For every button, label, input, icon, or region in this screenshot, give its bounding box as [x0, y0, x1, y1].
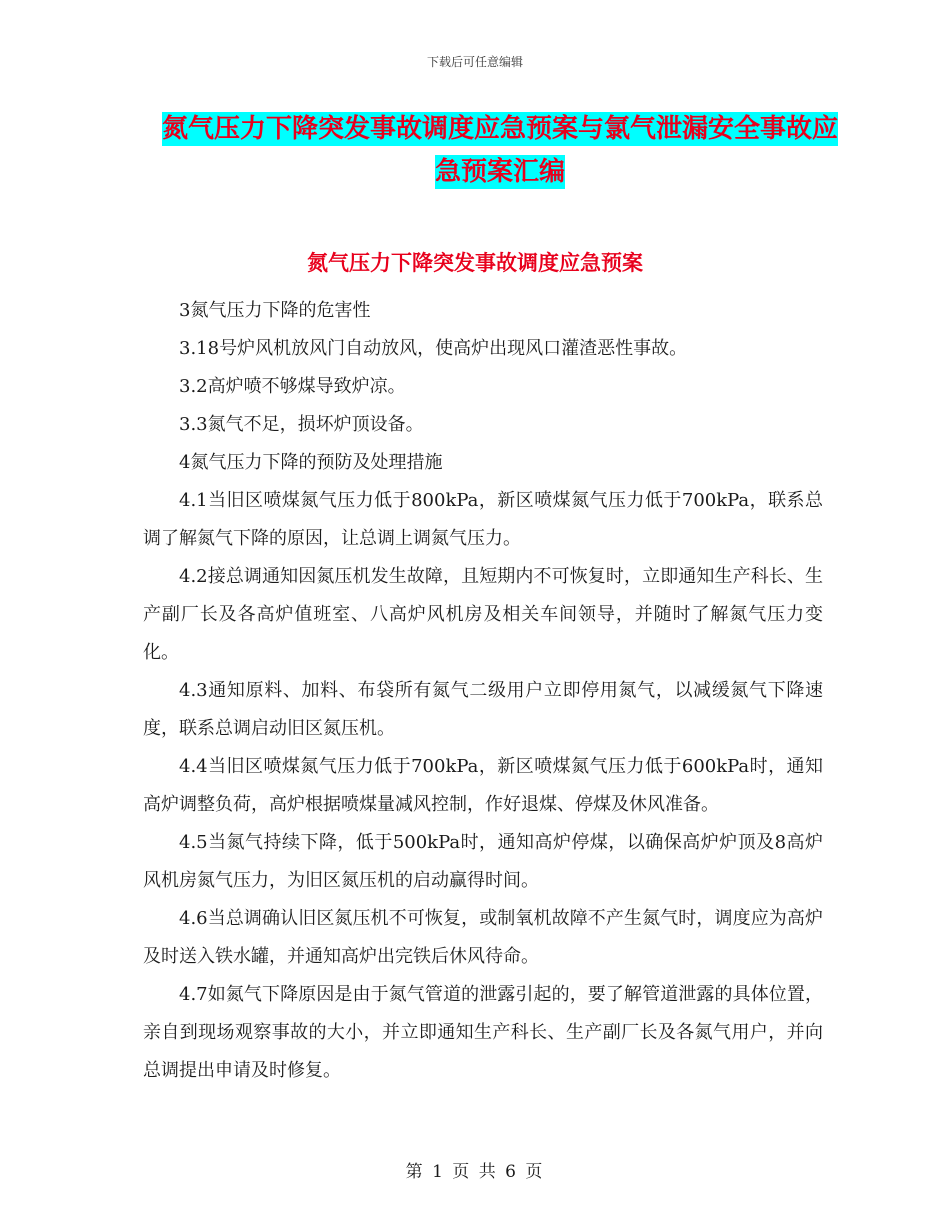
header-note: 下载后可任意编辑 [426, 55, 523, 69]
paragraph: 4.7如氮气下降原因是由于氮气管道的泄露引起的，要了解管道泄露的具体位置，亲自到现场观察事故的大小，并立即通知生产科长、生产副厂长及各氮气用户，并向总调提出申请及时修复。 [143, 984, 823, 1081]
paragraph: 4.1当旧区喷煤氮气压力低于800kPa，新区喷煤氮气压力低于700kPa，联系总调了解氮气下降的原因，让总调上调氮气压力。 [143, 490, 823, 549]
paragraph: 4.5当氮气持续下降，低于500kPa时，通知高炉停煤，以确保高炉炉顶及8高炉风机房氮气压力，为旧区氮压机的启动赢得时间。 [143, 832, 823, 891]
section-title: 氮气压力下降突发事故调度应急预案 [307, 251, 643, 275]
paragraph: 3.18号炉风机放风门自动放风，使高炉出现风口灌渣恶性事故。 [179, 338, 688, 359]
paragraph: 3氮气压力下降的危害性 [179, 300, 371, 321]
page-number: 第 1 页 共 6 页 [405, 1162, 545, 1182]
paragraph: 4.3通知原料、加料、布袋所有氮气二级用户立即停用氮气，以减缓氮气下降速度，联系总调启动旧区氮压机。 [143, 680, 823, 739]
paragraph: 4.2接总调通知因氮压机发生故障，且短期内不可恢复时，立即通知生产科长、生产副厂长及各高炉值班室、八高炉风机房及相关车间领导，并随时了解氮气压力变化。 [143, 566, 823, 663]
document-title [150, 108, 850, 194]
paragraph: 4.4当旧区喷煤氮气压力低于700kPa，新区喷煤氮气压力低于600kPa时，通知高炉调整负荷，高炉根据喷煤量减风控制，作好退煤、停煤及休风准备。 [143, 756, 823, 815]
paragraph: 4氮气压力下降的预防及处理措施 [179, 452, 443, 473]
paragraph: 4.6当总调确认旧区氮压机不可恢复，或制氧机故障不产生氮气时，调度应为高炉及时送入铁水罐，并通知高炉出完铁后休风待命。 [143, 908, 823, 967]
paragraph: 3.2高炉喷不够煤导致炉凉。 [179, 376, 406, 397]
document-title-text: 氮气压力下降突发事故调度应急预案与氯气泄漏安全事故应急预案汇编 [161, 114, 838, 187]
document-body [143, 292, 823, 1090]
paragraph: 3.3氮气不足，损坏炉顶设备。 [179, 414, 424, 435]
